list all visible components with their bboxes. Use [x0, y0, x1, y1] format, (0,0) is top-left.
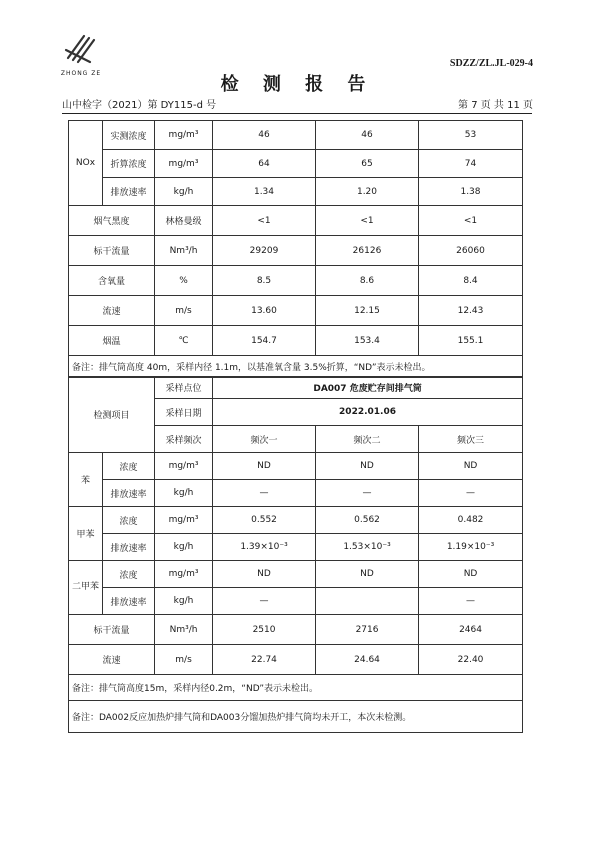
- value-cell: 22.40: [419, 645, 523, 675]
- item-label: 烟气黑度: [69, 206, 155, 236]
- value-cell: 154.7: [213, 326, 316, 356]
- unit-cell: 林格曼级: [155, 206, 213, 236]
- value-cell: 8.4: [419, 266, 523, 296]
- table-row: [69, 453, 523, 480]
- sampling-date: 2022.01.06: [213, 399, 523, 426]
- value-cell: 1.34: [213, 178, 316, 206]
- value-cell: 26126: [316, 236, 419, 266]
- value-cell: 65: [316, 150, 419, 178]
- value-cell: 8.5: [213, 266, 316, 296]
- table-row: [69, 266, 523, 296]
- frequency-header: 频次二: [316, 426, 419, 453]
- value-cell: 1.39×10⁻³: [213, 534, 316, 561]
- item-label: 浓度: [103, 561, 155, 588]
- value-cell: 0.552: [213, 507, 316, 534]
- item-label: 折算浓度: [103, 150, 155, 178]
- item-label: 标干流量: [69, 236, 155, 266]
- logo-text: ZHONG ZE: [60, 70, 102, 77]
- item-label: 排放速率: [103, 178, 155, 206]
- group-label: 二甲苯: [69, 561, 103, 615]
- unit-cell: mg/m³: [155, 507, 213, 534]
- item-label: 实测浓度: [103, 121, 155, 150]
- unit-cell: m/s: [155, 645, 213, 675]
- table-row: [69, 356, 523, 378]
- table-row: [69, 615, 523, 645]
- value-cell: 1.20: [316, 178, 419, 206]
- item-label: 排放速率: [103, 534, 155, 561]
- unit-cell: %: [155, 266, 213, 296]
- table-row: [69, 507, 523, 534]
- value-cell: 12.15: [316, 296, 419, 326]
- table-row: [69, 206, 523, 236]
- value-cell: 8.6: [316, 266, 419, 296]
- value-cell: 13.60: [213, 296, 316, 326]
- table-note: 备注：排气筒高度15m，采样内径0.2m，“ND”表示未检出。: [69, 675, 523, 701]
- value-cell: <1: [419, 206, 523, 236]
- value-cell: —: [213, 588, 316, 615]
- value-cell: 12.43: [419, 296, 523, 326]
- unit-cell: kg/h: [155, 480, 213, 507]
- nox-results-table: [68, 120, 523, 378]
- table-row: [69, 480, 523, 507]
- value-cell: [316, 588, 419, 615]
- table-row: [69, 588, 523, 615]
- company-logo-icon: [60, 28, 100, 68]
- unit-cell: m/s: [155, 296, 213, 326]
- value-cell: 2716: [316, 615, 419, 645]
- sampling-point: DA007 危废贮存间排气筒: [213, 377, 523, 399]
- unit-cell: Nm³/h: [155, 615, 213, 645]
- unit-cell: kg/h: [155, 534, 213, 561]
- value-cell: 74: [419, 150, 523, 178]
- value-cell: 2464: [419, 615, 523, 645]
- table-row: [69, 236, 523, 266]
- group-label: NOx: [69, 121, 103, 206]
- sampling-point-label: 采样点位: [155, 377, 213, 399]
- unit-cell: kg/h: [155, 588, 213, 615]
- table-note: 备注：DA002反应加热炉排气筒和DA003分馏加热炉排气筒均未开工，本次未检测。: [69, 701, 523, 733]
- value-cell: —: [213, 480, 316, 507]
- table-row: [69, 377, 523, 399]
- item-label: 浓度: [103, 453, 155, 480]
- value-cell: <1: [213, 206, 316, 236]
- value-cell: 64: [213, 150, 316, 178]
- value-cell: 2510: [213, 615, 316, 645]
- table-row: [69, 296, 523, 326]
- table-row: [69, 150, 523, 178]
- value-cell: —: [316, 480, 419, 507]
- group-label: 甲苯: [69, 507, 103, 561]
- project-label: 检测项目: [69, 377, 155, 453]
- table-row: [69, 326, 523, 356]
- da007-results-table: [68, 376, 523, 733]
- unit-cell: kg/h: [155, 178, 213, 206]
- header-divider: [62, 113, 532, 114]
- table-row: [69, 534, 523, 561]
- table-row: [69, 675, 523, 701]
- table-row: [69, 561, 523, 588]
- value-cell: ND: [316, 561, 419, 588]
- unit-cell: mg/m³: [155, 453, 213, 480]
- value-cell: ND: [316, 453, 419, 480]
- sampling-date-label: 采样日期: [155, 399, 213, 426]
- value-cell: ND: [213, 561, 316, 588]
- table-row: [69, 645, 523, 675]
- item-label: 标干流量: [69, 615, 155, 645]
- document-code: SDZZ/ZL.JL-029-4: [449, 58, 533, 69]
- value-cell: 155.1: [419, 326, 523, 356]
- table-row: [69, 121, 523, 150]
- value-cell: ND: [213, 453, 316, 480]
- unit-cell: mg/m³: [155, 150, 213, 178]
- value-cell: 1.38: [419, 178, 523, 206]
- value-cell: ND: [419, 561, 523, 588]
- value-cell: —: [419, 480, 523, 507]
- frequency-label: 采样频次: [155, 426, 213, 453]
- value-cell: 0.562: [316, 507, 419, 534]
- value-cell: 0.482: [419, 507, 523, 534]
- unit-cell: Nm³/h: [155, 236, 213, 266]
- page-number: 第 7 页 共 11 页: [458, 100, 533, 111]
- item-label: 含氧量: [69, 266, 155, 296]
- value-cell: 24.64: [316, 645, 419, 675]
- report-title: 检 测 报 告: [220, 74, 375, 95]
- value-cell: 153.4: [316, 326, 419, 356]
- value-cell: 46: [316, 121, 419, 150]
- unit-cell: ℃: [155, 326, 213, 356]
- item-label: 流速: [69, 296, 155, 326]
- item-label: 排放速率: [103, 480, 155, 507]
- unit-cell: mg/m³: [155, 561, 213, 588]
- unit-cell: mg/m³: [155, 121, 213, 150]
- value-cell: ND: [419, 453, 523, 480]
- frequency-header: 频次三: [419, 426, 523, 453]
- frequency-header: 频次一: [213, 426, 316, 453]
- value-cell: —: [419, 588, 523, 615]
- table-note: 备注：排气筒高度 40m，采样内径 1.1m，以基准氧含量 3.5%折算，“ND”表示未检出。: [69, 356, 523, 378]
- value-cell: 53: [419, 121, 523, 150]
- group-label: 苯: [69, 453, 103, 507]
- report-number: 山中检字（2021）第 DY115-d 号: [62, 100, 217, 111]
- value-cell: 22.74: [213, 645, 316, 675]
- value-cell: 29209: [213, 236, 316, 266]
- table-row: [69, 701, 523, 733]
- value-cell: 1.19×10⁻³: [419, 534, 523, 561]
- value-cell: <1: [316, 206, 419, 236]
- item-label: 浓度: [103, 507, 155, 534]
- table-row: [69, 178, 523, 206]
- value-cell: 26060: [419, 236, 523, 266]
- item-label: 烟温: [69, 326, 155, 356]
- value-cell: 1.53×10⁻³: [316, 534, 419, 561]
- item-label: 排放速率: [103, 588, 155, 615]
- value-cell: 46: [213, 121, 316, 150]
- item-label: 流速: [69, 645, 155, 675]
